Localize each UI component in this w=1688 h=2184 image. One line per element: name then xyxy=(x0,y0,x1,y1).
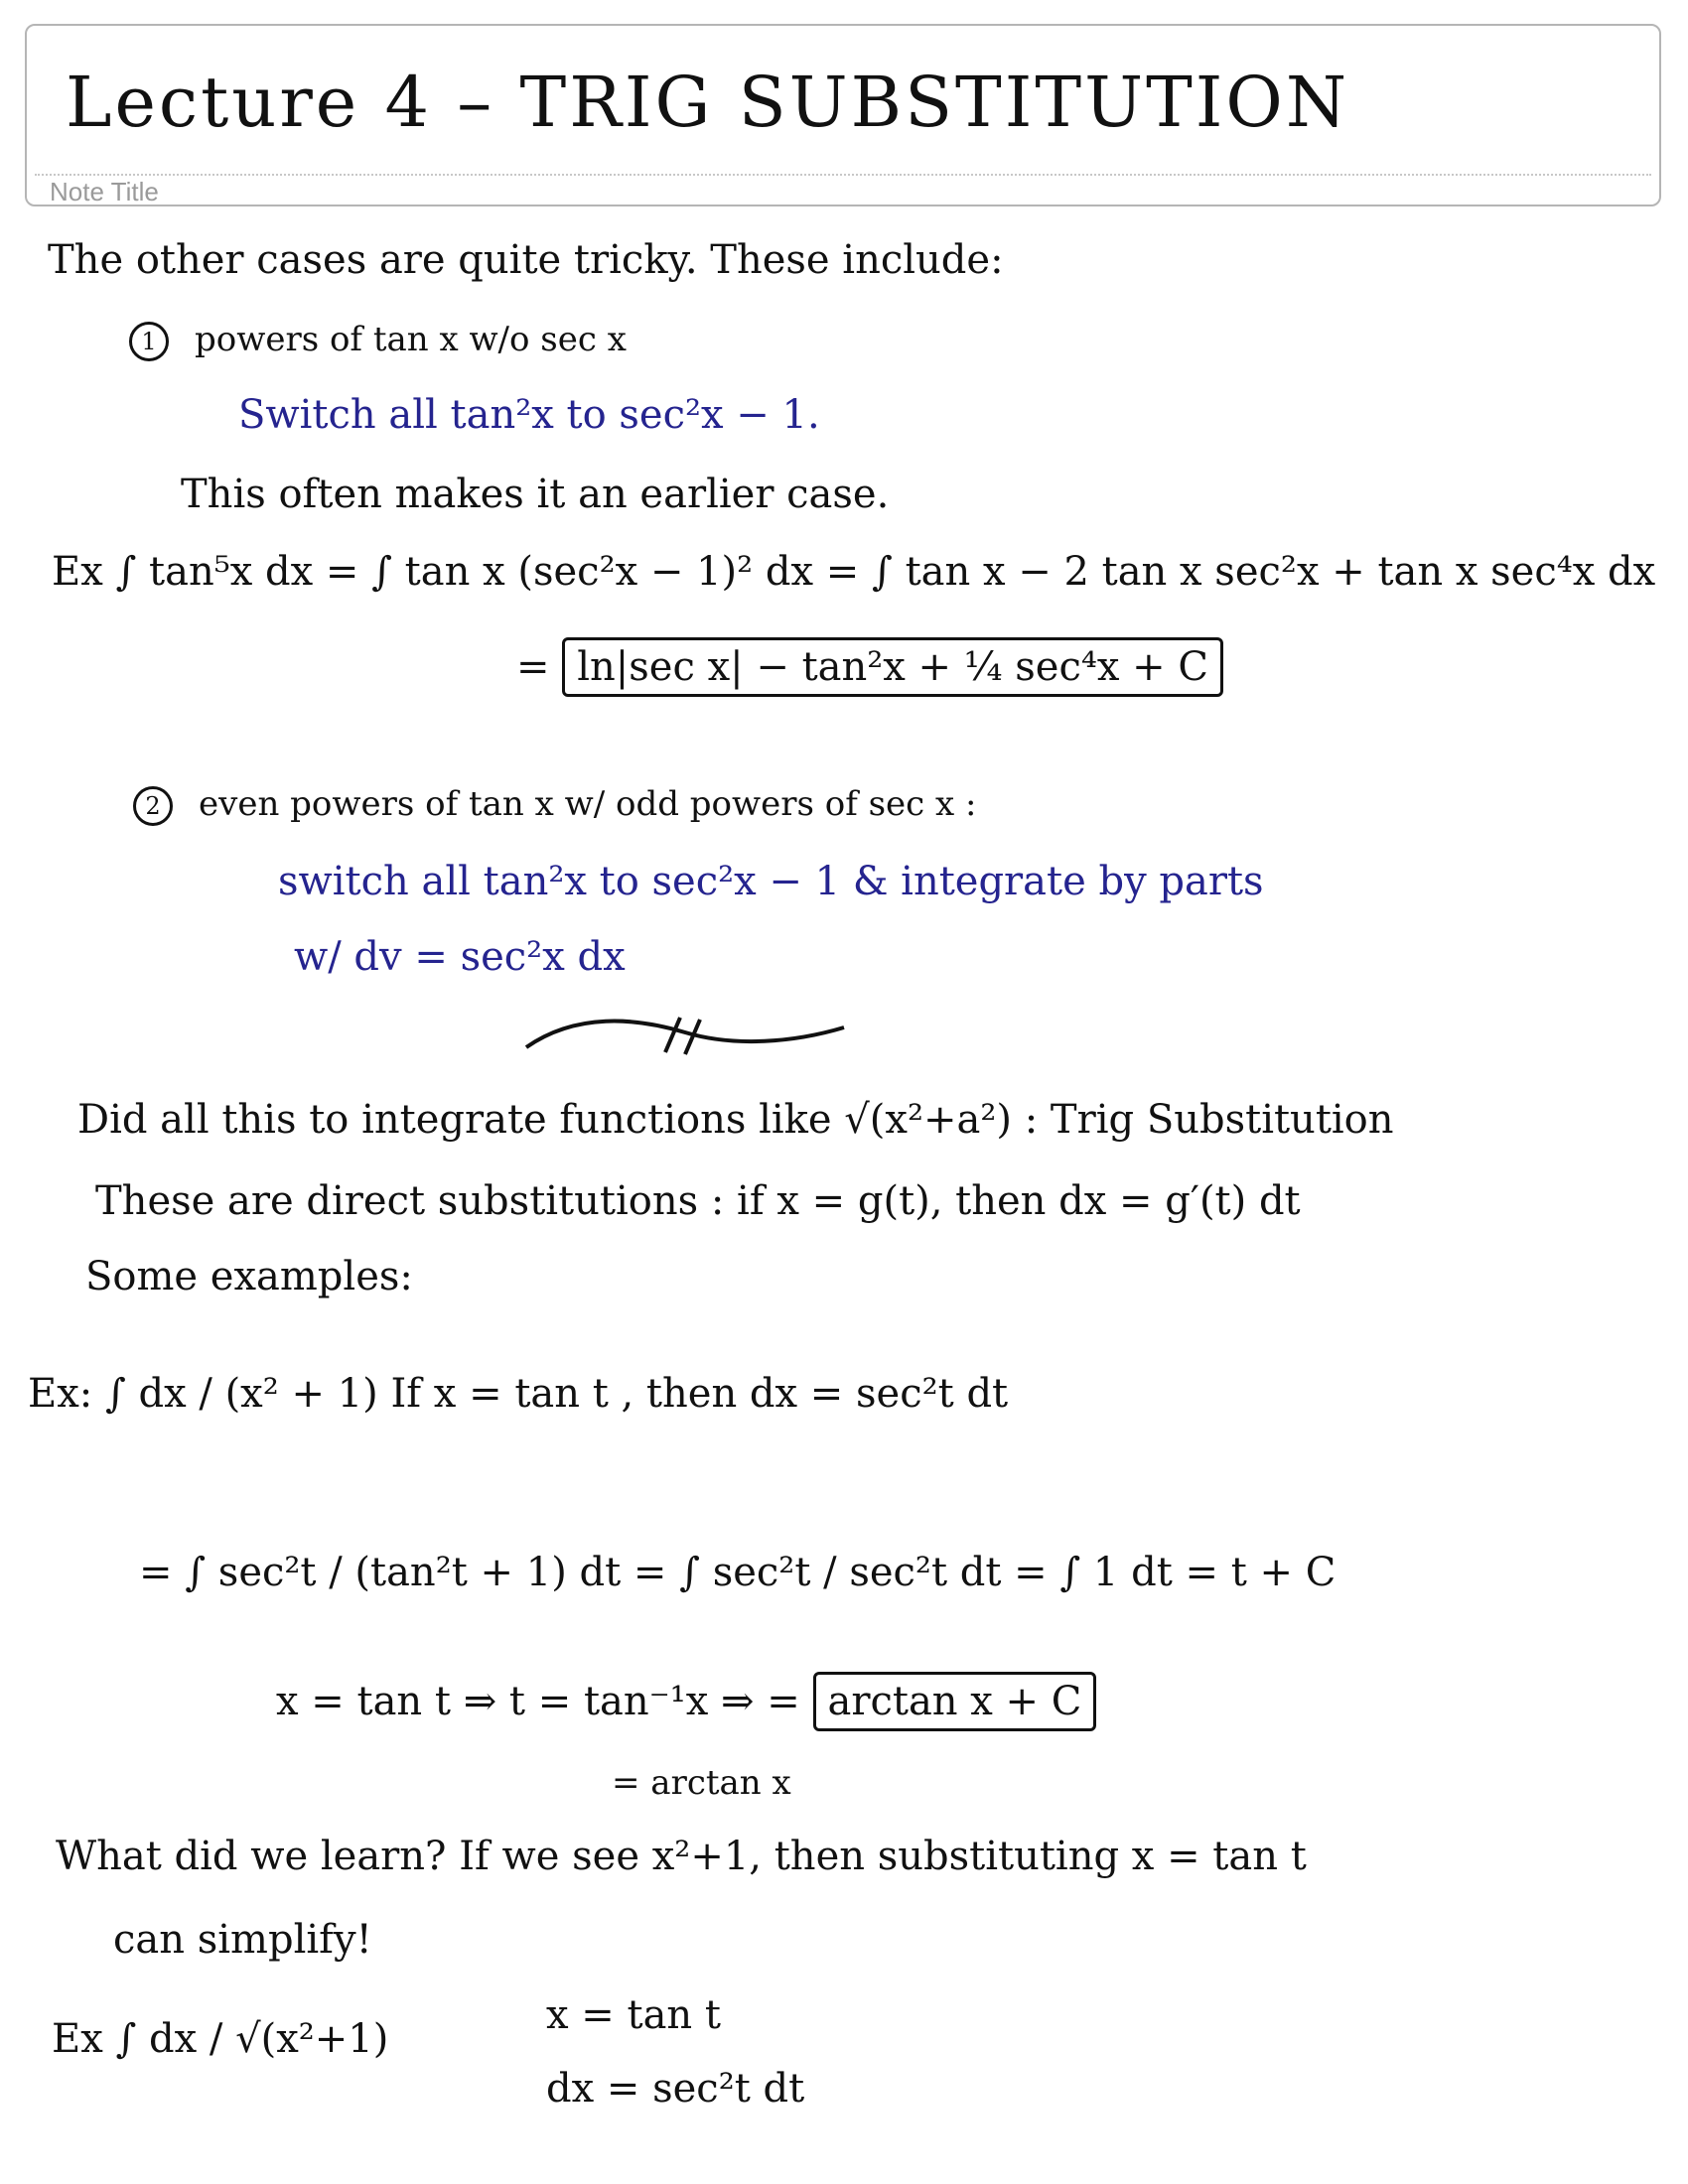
lecture-title: Lecture 4 – TRIG SUBSTITUTION xyxy=(66,62,1350,143)
lesson-line-2: can simplify! xyxy=(113,1917,372,1963)
examples-heading: Some examples: xyxy=(85,1254,413,1299)
case-2 xyxy=(133,784,976,826)
case-1-number: 1 xyxy=(129,322,169,361)
case-2-text: even powers of tan x w/ odd powers of sec x : xyxy=(199,784,977,824)
example-3-sub-x: x = tan t xyxy=(546,1992,721,2038)
arctan-note: = arctan x xyxy=(612,1763,791,1803)
example-3-sub-dx: dx = sec²t dt xyxy=(546,2066,805,2112)
intro-line: The other cases are quite tricky. These include: xyxy=(48,237,1004,283)
back-substitution-text: x = tan t ⇒ t = tan⁻¹x ⇒ = xyxy=(276,1679,800,1724)
case-1-note: This often makes it an earlier case. xyxy=(181,472,890,517)
example-1-result xyxy=(516,643,1223,691)
case-1 xyxy=(129,320,627,361)
example-1-equation: Ex ∫ tan⁵x dx = ∫ tan x (sec²x − 1)² dx = ∫ tan x − 2 tan x sec²x + tan x sec⁴x dx xyxy=(52,549,1656,595)
example-2-answer-box: arctan x + C xyxy=(813,1672,1097,1731)
example-3-integral: Ex ∫ dx / √(x²+1) xyxy=(52,2016,389,2062)
case-1-text: powers of tan x w/o sec x xyxy=(195,320,627,359)
example-1-answer-box: ln|sec x| − tan²x + ¼ sec⁴x + C xyxy=(562,637,1223,697)
lesson-line: What did we learn? If we see x²+1, then substituting x = tan t xyxy=(56,1834,1307,1879)
title-divider xyxy=(35,174,1651,176)
case-2-number: 2 xyxy=(133,786,173,826)
direct-substitution-line: These are direct substitutions : if x = g(t), then dx = g′(t) dt xyxy=(95,1178,1301,1224)
motivation-line: Did all this to integrate functions like √(x²+a²) : Trig Substitution xyxy=(77,1097,1394,1143)
example-2-back-substitution xyxy=(276,1678,1096,1725)
case-2-parts: w/ dv = sec²x dx xyxy=(294,934,626,980)
example-2-setup: Ex: ∫ dx / (x² + 1) If x = tan t , then dx = sec²t dt xyxy=(28,1371,1009,1417)
case-1-hint: Switch all tan²x to sec²x − 1. xyxy=(238,392,820,438)
note-title-label: Note Title xyxy=(50,177,159,206)
case-2-hint: switch all tan²x to sec²x − 1 & integrate by parts xyxy=(278,859,1264,904)
example-2-integration: = ∫ sec²t / (tan²t + 1) dt = ∫ sec²t / sec²t dt = ∫ 1 dt = t + C xyxy=(139,1550,1336,1595)
section-divider-squiggle xyxy=(516,1003,854,1072)
equals-sign: = xyxy=(516,644,563,690)
